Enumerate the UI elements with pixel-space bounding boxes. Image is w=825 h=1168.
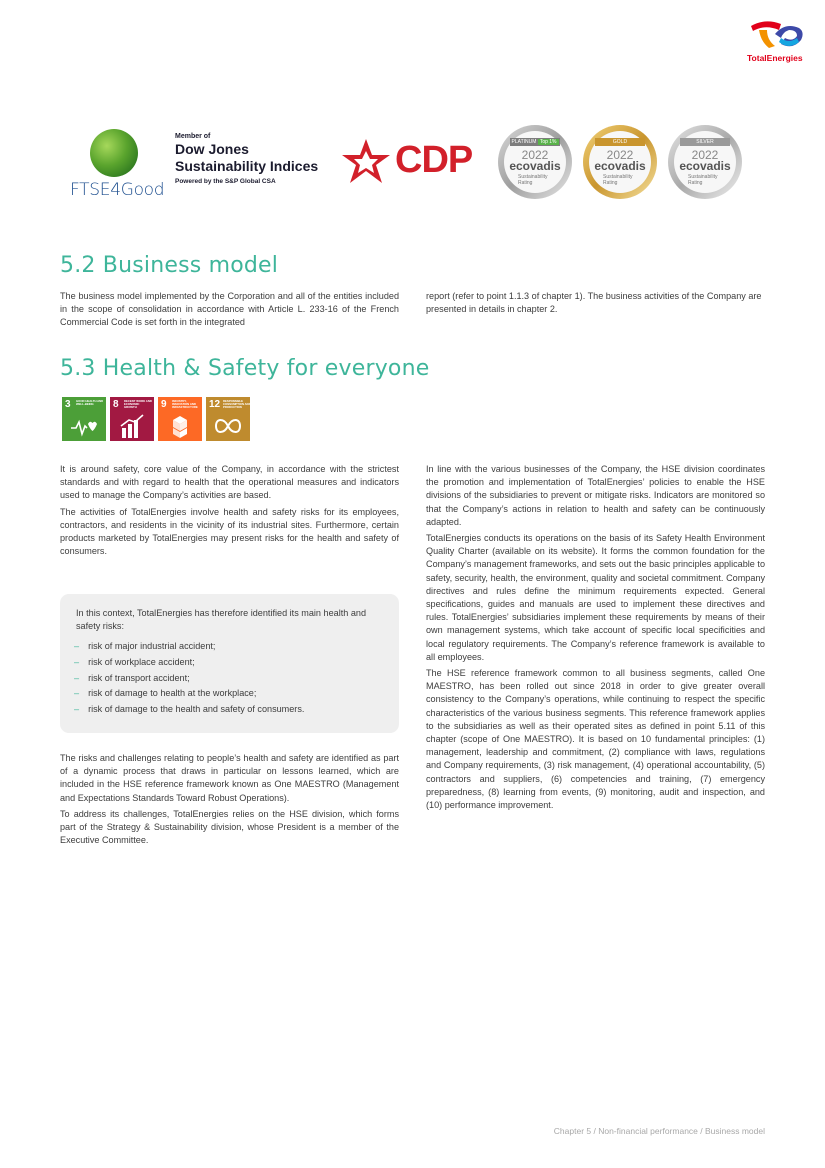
sdg-number: 12	[209, 399, 221, 410]
paragraph: The activities of TotalEnergies involve health and safety risks for its employees, contractors, and residents in the vicinity of its industrial sites. Furthermore, certain products marketed by TotalEnergies may present risks for the health and safety of consumers.	[60, 506, 399, 557]
medal-year: 2022	[691, 148, 719, 162]
list-item: – risk of damage to health at the workplace;	[74, 688, 257, 699]
sdg-label: GOOD HEALTH AND WELL-BEING	[76, 399, 104, 407]
ftse-label: FTSE4Good	[70, 180, 165, 200]
cubes-icon	[167, 414, 193, 438]
medal-tier: SILVER	[680, 138, 730, 146]
section-5-3-left-intro	[60, 463, 399, 561]
medal-badge: Top 1%	[539, 139, 557, 145]
paragraph: In line with the various businesses of the Company, the HSE division coordinates the promotion and implementation of TotalEnergies’ policies to enable the HSE divisions of the subsidiaries to prevent or mitigate risks. Indicators are monitored so that the Company’s actions in relation to health and safety can be continuously adapted.	[426, 464, 765, 527]
list-item: – risk of damage to the health and safety of consumers.	[74, 704, 305, 715]
sdg-label: RESPONSIBLE CONSUMPTION AND PRODUCTION	[223, 399, 251, 410]
medal-sub2: Rating	[603, 180, 618, 186]
medal-sub1: Sustainability	[603, 174, 633, 180]
medal-tier: GOLD	[595, 138, 645, 146]
djsi-logo	[175, 133, 335, 185]
page-footer: Chapter 5 / Non-financial performance / Business model	[553, 1126, 765, 1136]
sustainability-logos	[60, 125, 760, 205]
medal-sub1: Sustainability	[518, 174, 548, 180]
section-5-3-right-column	[426, 463, 765, 815]
medal-tier: PLATINUM	[511, 139, 537, 145]
paragraph: The HSE reference framework common to all business segments, called One MAESTRO, has been rolled out since 2018 in order to give greater overall consistency to the Company’s operations, while continuing to respect the specific characteristics of the various business segments. This reference framework applies to the subsidiaries as well as their operated sites as defined in point 5.11 of this chapter (scope of One MAESTRO). It is based on 10 fundamental principles: (1) management, leadership and commitment, (2) compliance with laws, regulations and Company requirements, (3) risk management, (4) operational accountability, (5) contractors and suppliers, (6) competencies and training, (7) emergency preparedness, (8) learning from events, (9) monitoring, audit and inspection, and (10) performance improvement.	[426, 668, 765, 811]
sdg-label: DECENT WORK AND ECONOMIC GROWTH	[124, 399, 152, 410]
medal-year: 2022	[521, 148, 549, 162]
paragraph: It is around safety, core value of the Company, in accordance with the strictest standards and with regard to health that the operational measures and indicators used to manage the Company’s activities are based.	[60, 464, 399, 501]
djsi-line2: Sustainability Indices	[175, 158, 319, 174]
paragraph: The risks and challenges relating to people’s health and safety are identified as part of a dynamic process that draws in particular on lessons learned, which are included in the HSE reference framework known as One MAESTRO (Management and Expectations Standards Toward Robust Operations).	[60, 753, 399, 803]
sdg-9-tile	[158, 397, 202, 441]
cdp-label: CDP	[395, 139, 473, 181]
heartbeat-icon	[71, 414, 97, 438]
medal-sub1: Sustainability	[688, 174, 718, 180]
sdg-3-tile	[62, 397, 106, 441]
risk-box	[60, 594, 399, 733]
medal-sub2: Rating	[688, 180, 703, 186]
sdg-number: 9	[161, 399, 167, 410]
paragraph: TotalEnergies conducts its operations on the basis of its Safety Health Environment Quality Charter (available on its website). It forms the common foundation for the Company’s management frameworks, and sets out the basic principles applicable to safety, security, health, the environment, quality and societal commitment. Company directives and rules define the minimum requirements expected. General specifications, guides and manuals are used to implement these directives and rules. TotalEnergies’ subsidiaries implement these requirements by means of their own management systems, which take account of specific local specificities and local regulatory requirements. The Company’s reference framework is available to all employees.	[426, 533, 765, 662]
section-5-2-left-text: The business model implemented by the Corporation and all of the entities included in the scope of consolidation in accordance with Article L. 233-16 of the French Commercial Code is set forth in the integrated	[60, 291, 399, 328]
djsi-member-of: Member of	[175, 133, 211, 140]
djsi-line1: Dow Jones	[175, 141, 249, 157]
medal-brand: ecovadis	[509, 159, 561, 173]
sdg-number: 3	[65, 399, 71, 410]
list-item: – risk of workplace accident;	[74, 656, 195, 667]
sdg-12-tile	[206, 397, 250, 441]
medal-year: 2022	[606, 148, 634, 162]
totalenergies-logo	[745, 18, 807, 66]
infinity-icon	[215, 414, 241, 438]
risk-list	[74, 639, 304, 718]
medal-brand: ecovadis	[679, 159, 731, 173]
cdp-star-icon	[340, 137, 392, 185]
sdg-number: 8	[113, 399, 119, 410]
cdp-logo	[340, 137, 485, 187]
brand-name: TotalEnergies	[747, 53, 803, 63]
medal-brand: ecovadis	[594, 159, 646, 173]
list-item: – risk of transport accident;	[74, 672, 190, 683]
globe-icon	[90, 129, 138, 177]
growth-chart-icon	[119, 414, 145, 438]
sdg-8-tile	[110, 397, 154, 441]
list-item: – risk of major industrial accident;	[74, 641, 216, 651]
section-5-2-title: 5.2 Business model	[60, 253, 279, 278]
ecovadis-gold-medal	[583, 125, 657, 199]
risk-box-intro: In this context, TotalEnergies has therefore identified its main health and safety risks:	[76, 608, 366, 631]
paragraph: To address its challenges, TotalEnergies relies on the HSE division, which forms part of the Strategy & Sustainability division, whose President is a member of the Executive Committee.	[60, 808, 399, 846]
totalenergies-logo-icon	[745, 18, 807, 52]
sdg-label: INDUSTRY, INNOVATION AND INFRASTRUCTURE	[172, 399, 198, 410]
ecovadis-silver-medal	[668, 125, 742, 199]
medal-sub2: Rating	[518, 180, 533, 186]
ftse4good-logo	[60, 125, 170, 203]
section-5-3-title: 5.3 Health & Safety for everyone	[60, 356, 430, 381]
djsi-powered: Powered by the S&P Global CSA	[175, 178, 276, 185]
section-5-3-left-after	[60, 752, 399, 850]
ecovadis-platinum-medal	[498, 125, 572, 199]
section-5-2-right-text: report (refer to point 1.1.3 of chapter 1). The business activities of the Company are presented in details in chapter 2.	[426, 291, 762, 315]
